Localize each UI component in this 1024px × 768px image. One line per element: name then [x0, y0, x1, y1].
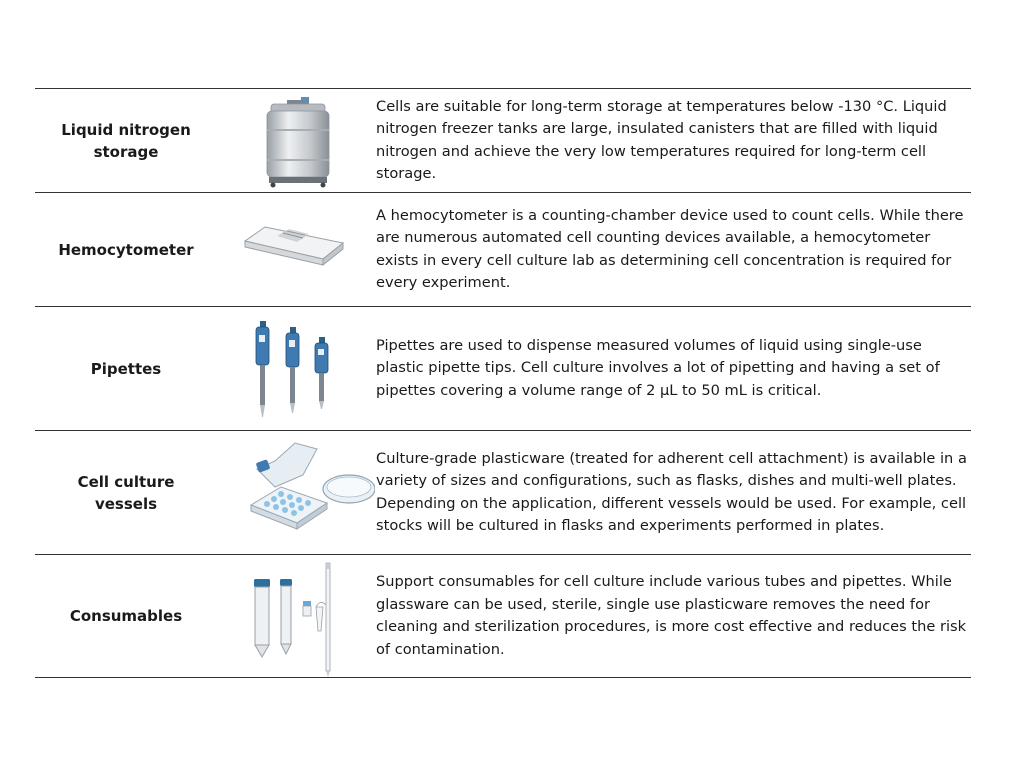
table-row: [35, 307, 971, 431]
equipment-table: [35, 88, 971, 678]
culture-vessels-icon: [217, 431, 375, 555]
liquid-nitrogen-tank-icon: [217, 89, 375, 193]
table-row: [35, 555, 971, 678]
row-description: Pipettes are used to dispense measured volumes of liquid using single-use plastic pipette tips. Cell culture involves a lot of pipetting and having a set of pipettes covering a volume range of 2 µL to 50 mL is critical.: [376, 336, 940, 399]
row-name: Pipettes: [90, 359, 162, 378]
row-name: Consumables: [69, 607, 183, 625]
table-row: [35, 89, 971, 193]
row-name: Liquid nitrogen storage: [61, 120, 191, 161]
row-description: Cells are suitable for long-term storage at temperatures below -130 °C. Liquid nitrogen freezer tanks are large, insulated canisters that are filled with liquid nitrogen and achieve the very low temperatures required for long-term cell storage.: [376, 97, 947, 182]
pipettes-icon: [217, 307, 375, 431]
table-row: [35, 193, 971, 307]
row-name: Cell culture vessels: [77, 472, 175, 513]
row-description: Support consumables for cell culture include various tubes and pipettes. While glassware can be used, sterile, single use plasticware removes the need for cleaning and sterilization procedures, is more cost effective and reduces the risk of contamination.: [376, 573, 967, 658]
row-name: Hemocytometer: [58, 240, 194, 259]
hemocytometer-slide-icon: [217, 193, 375, 307]
consumables-tubes-icon: [217, 555, 375, 678]
row-description: A hemocytometer is a counting-chamber device used to count cells. While there are numerous automated cell counting devices available, a hemocytometer exists in every cell culture lab as determining cell concentration is required for every experiment.: [376, 206, 964, 291]
table-row: [35, 431, 971, 555]
row-description: Culture-grade plasticware (treated for adherent cell attachment) is available in a variety of sizes and configurations, such as flasks, dishes and multi-well plates. Depending on the application, different vessels would be used. For example, cell stocks will be cultured in flasks and experiments performed in plates.: [376, 449, 967, 534]
